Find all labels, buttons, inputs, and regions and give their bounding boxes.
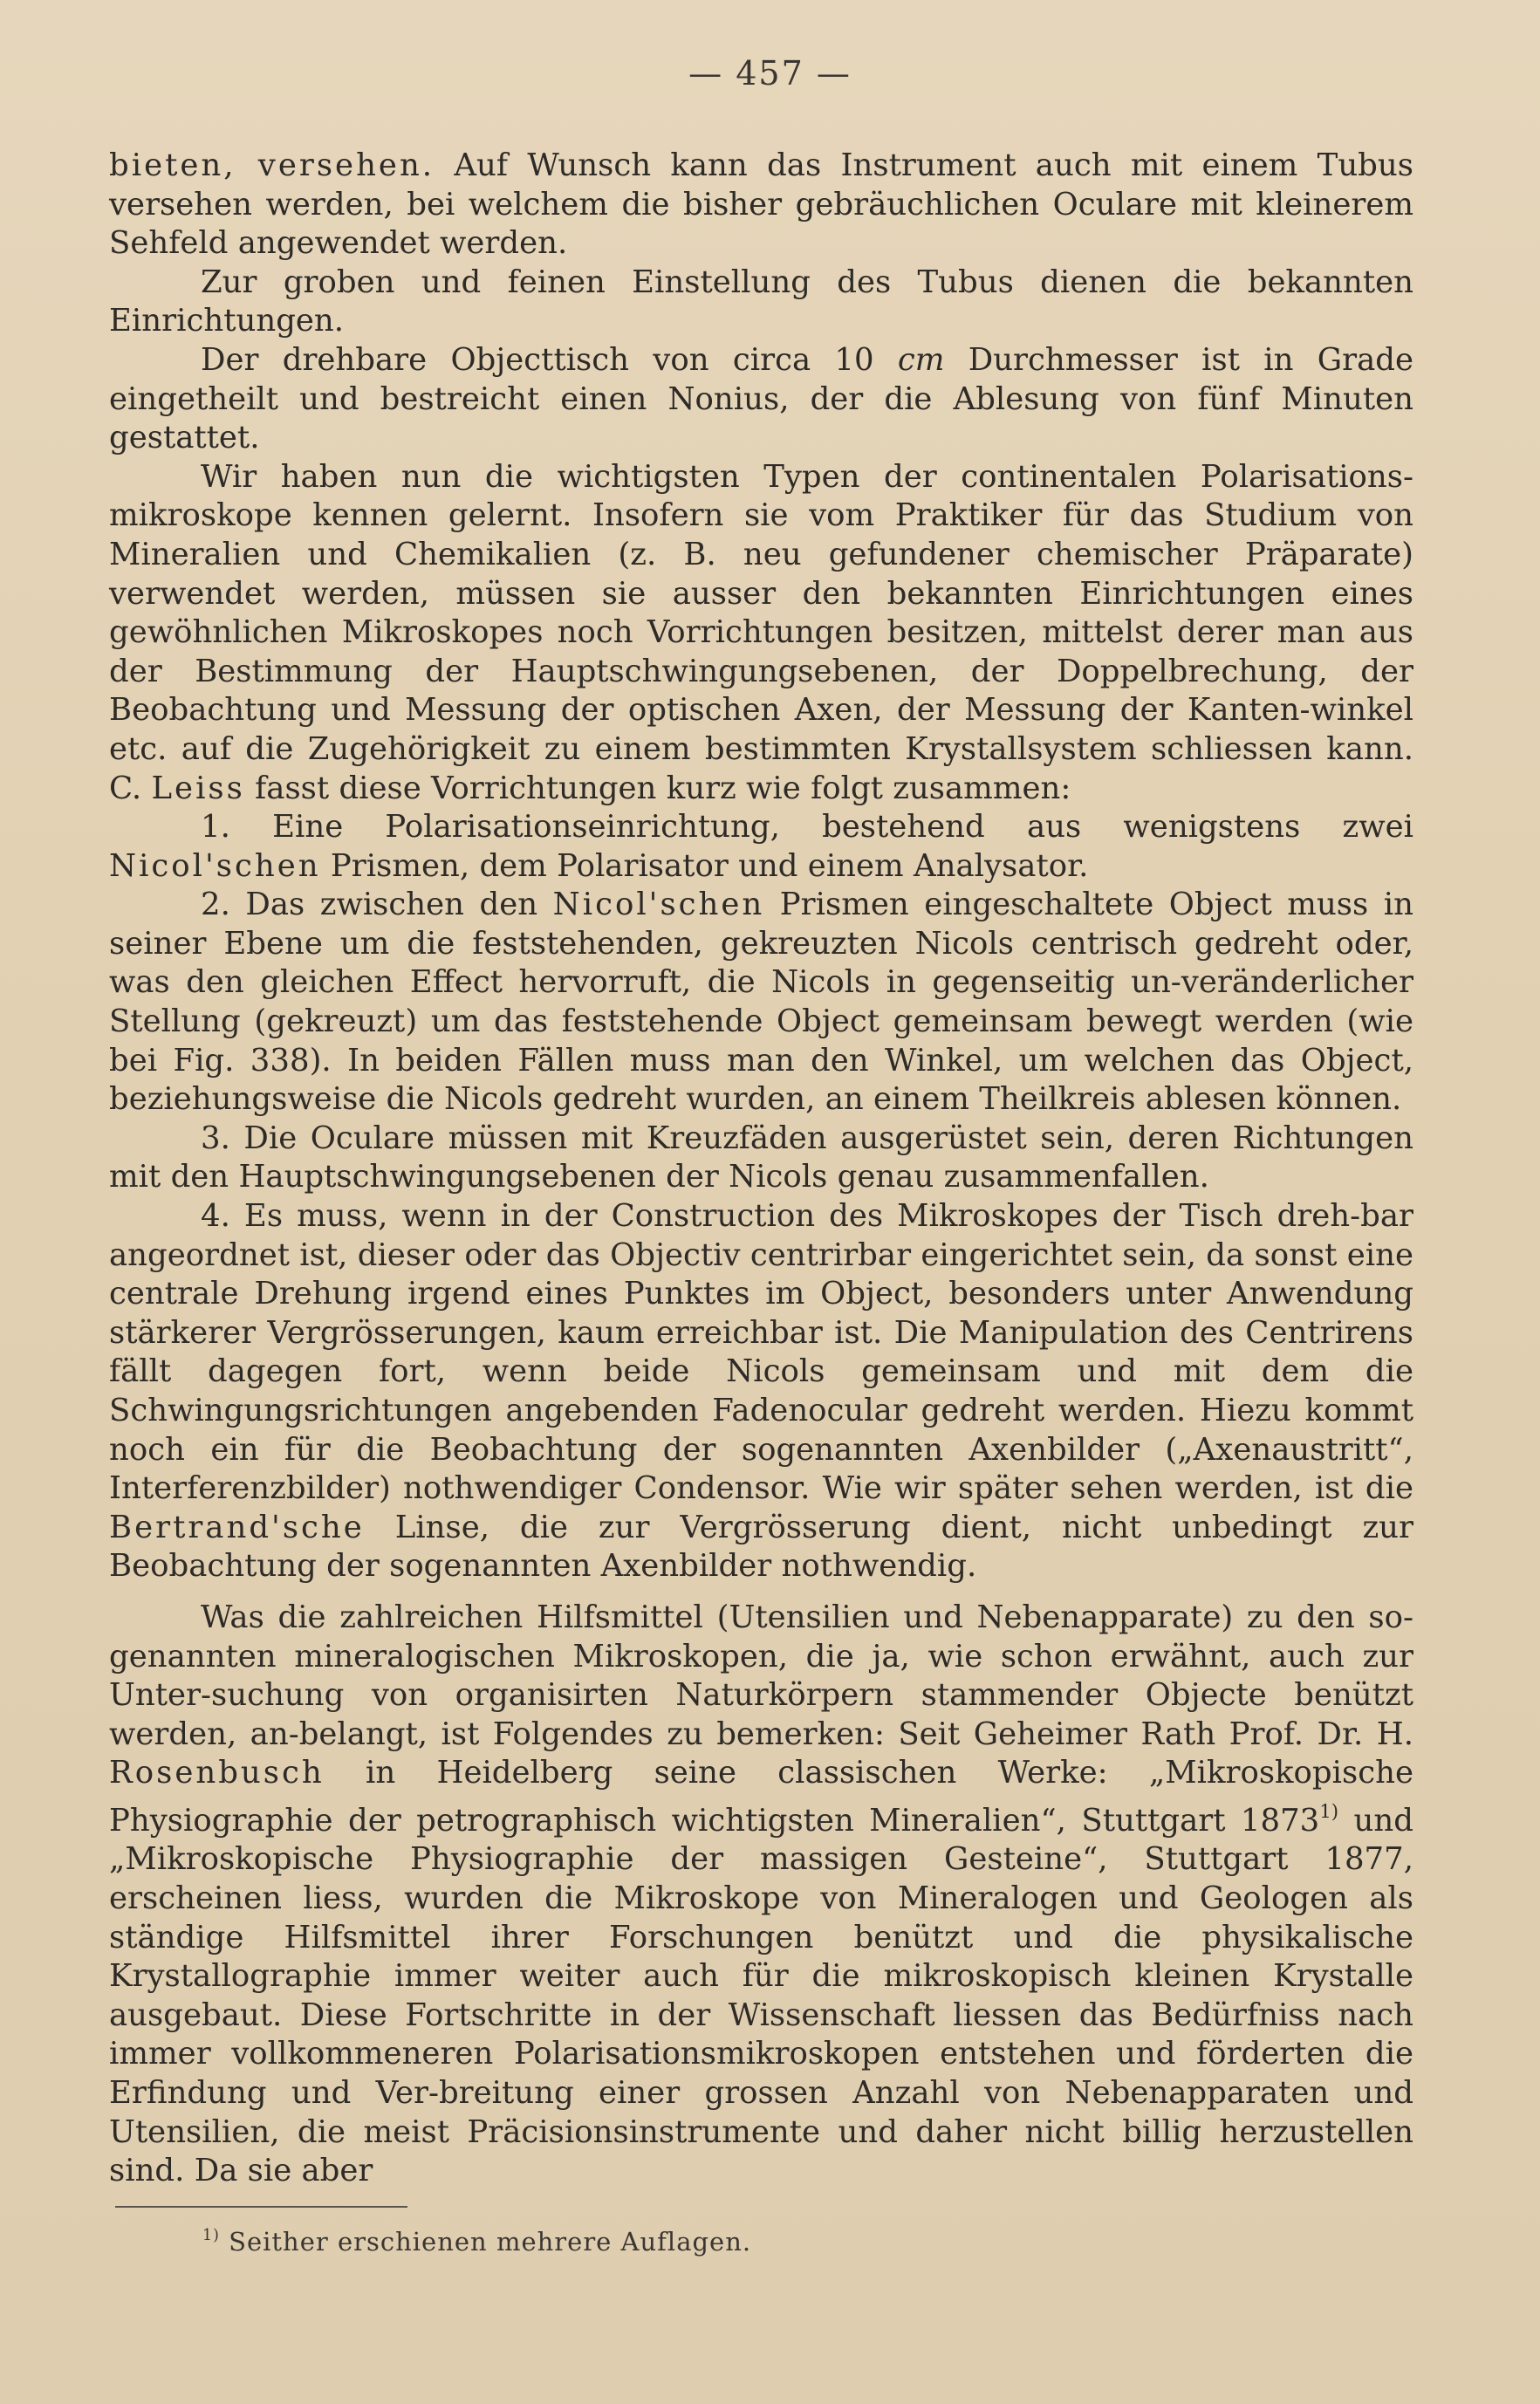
paragraph-text: Zur groben und feinen Einstellung des Tubus dienen die bekannten Einrichtungen. [109, 264, 1413, 339]
spaced-text: bieten, versehen. [109, 147, 435, 183]
paragraph-text: 1. Eine Polarisationseinrichtung, bestehend aus wenigstens zwei [201, 809, 1413, 846]
paragraph-text: 4. Es muss, wenn in der Construction des Mikroskopes der Tisch dreh-bar angeordnet ist, dieser oder das Objectiv centrirbar eingerichtet sein, da sonst eine centrale Drehung irgend eines Punktes im Object, besonders unter Anwendung stärkerer Vergrösserungen, kaum erreichbar ist. Die Manipulation des Centrirens fällt dagegen fort, wenn beide Nicols gemeinsam und mit dem die Schwingungsrichtungen angebenden Fadenocular gedreht werden. Hiezu kommt noch ein für die Beobachtung der sogenannten Axenbilder („Axenaustritt“, Interferenzbilder) nothwendiger Condensor. Wie wir später sehen werden, ist die [109, 1198, 1413, 1507]
paragraph-text: Was die zahlreichen Hilfsmittel (Utensilien und Nebenapparate) zu den so-genannten mineralogischen Mikroskopen, die ja, wie schon erwähnt, auch zur Unter-suchung von organisirten Naturkörpern stammender Objecte benützt werden, an-belangt, ist Folgendes zu bemerken: Seit Geheimer Rath Prof. Dr. H. [109, 1599, 1413, 1752]
list-item-3 [109, 1120, 1413, 1197]
footnote [202, 2219, 751, 2258]
paragraph-2 [109, 264, 1413, 341]
footnote-divider [115, 2206, 407, 2208]
person-name: Rosenbusch [109, 1755, 325, 1791]
paragraph-text: Prismen, dem Polarisator und einem Analysator. [330, 847, 1089, 884]
person-name: Nicol'schen [552, 887, 765, 923]
footnote-reference: 1) [1319, 1800, 1339, 1823]
paragraph-text: Durchmesser ist in Grade eingetheilt und bestreicht einen Nonius, der die Ablesung von fünf Minuten gestattet. [109, 341, 1413, 456]
person-name: Bertrand'sche [109, 1509, 365, 1545]
paragraph-9 [109, 1599, 1413, 2191]
person-name: Nicol'schen [109, 847, 321, 884]
paragraph-text: Auf Wunsch kann das Instrument auch mit einem Tubus versehen werden, bei welchem die bisher gebräuchlichen Oculare mit kleinerem Sehfeld angewendet werden. [109, 147, 1413, 262]
unit-text: cm [897, 341, 945, 378]
paragraph-text: fasst diese Vorrichtungen kurz wie folgt zusammen: [255, 770, 1071, 806]
list-item-1 [109, 808, 1413, 886]
paragraph-text: Der drehbare Objecttisch von circa 10 [201, 341, 874, 378]
person-name: Leiss [151, 770, 245, 806]
paragraph-text: in Heidelberg seine classischen Werke: „Mikroskopische Physiographie der petrographisch wichtigsten Mineralien“, Stuttgart 1873 [109, 1755, 1413, 1839]
paragraph-text: 3. Die Oculare müssen mit Kreuzfäden ausgerüstet sein, deren Richtungen mit den Hauptschwingungsebenen der Nicols genau zusammenfallen. [109, 1120, 1413, 1195]
footnote-text: Seither erschienen mehrere Auflagen. [229, 2227, 752, 2257]
body-text [109, 147, 1413, 2191]
list-item-2 [109, 886, 1413, 1120]
page-number: — 457 — [688, 54, 852, 92]
paragraph-text: Wir haben nun die wichtigsten Typen der continentalen Polarisations-mikroskope kennen gelernt. Insofern sie vom Praktiker für das Studium von Mineralien und Chemikalien (z. B. neu gefundener chemischer Präparate) verwendet werden, müssen sie ausser den bekannten Einrichtungen eines gewöhnlichen Mikroskopes noch Vorrichtungen besitzen, mittelst derer man aus der Bestimmung der Hauptschwingungsebenen, der Doppelbrechung, der Beobachtung und Messung der optischen Axen, der Messung der Kanten-winkel etc. auf die Zugehörigkeit zu einem bestimmten Krystallsystem schliessen kann. C. [109, 458, 1413, 806]
paragraph-text: Prismen eingeschaltete Object muss in seiner Ebene um die feststehenden, gekreuzten Nicols centrisch gedreht oder, was den gleichen Effect hervorruft, die Nicols in gegenseitig un-veränderlicher Stellung (gekreuzt) um das feststehende Object gemeinsam bewegt werden (wie bei Fig. 338). In beiden Fällen muss man den Winkel, um welchen das Object, beziehungsweise die Nicols gedreht wurden, an einem Theilkreis ablesen können. [109, 887, 1413, 1118]
paragraph-text: und „Mikroskopische Physiographie der massigen Gesteine“, Stuttgart 1877, erscheinen liess, wurden die Mikroskope von Mineralogen und Geologen als ständige Hilfsmittel ihrer Forschungen benützt und die physikalische Krystallographie immer weiter auch für die mikroskopisch kleinen Krystalle ausgebaut. Diese Fortschritte in der Wissenschaft liessen das Bedürfniss nach immer vollkommeneren Polarisationsmikroskopen entstehen und förderten die Erfindung und Ver-breitung einer grossen Anzahl von Nebenapparaten und Utensilien, die meist Präcisionsinstrumente und daher nicht billig herzustellen sind. Da sie aber [109, 1802, 1413, 2189]
paragraph-4 [109, 458, 1413, 808]
paragraph-1 [109, 147, 1413, 264]
list-item-4 [109, 1197, 1413, 1586]
paragraph-text: Linse, die zur Vergrösserung dient, nicht unbedingt zur Beobachtung der sogenannten Axenbilder nothwendig. [109, 1509, 1413, 1585]
footnote-marker: 1) [202, 2227, 220, 2244]
paragraph-3 [109, 341, 1413, 458]
paragraph-text: 2. Das zwischen den [201, 887, 538, 923]
